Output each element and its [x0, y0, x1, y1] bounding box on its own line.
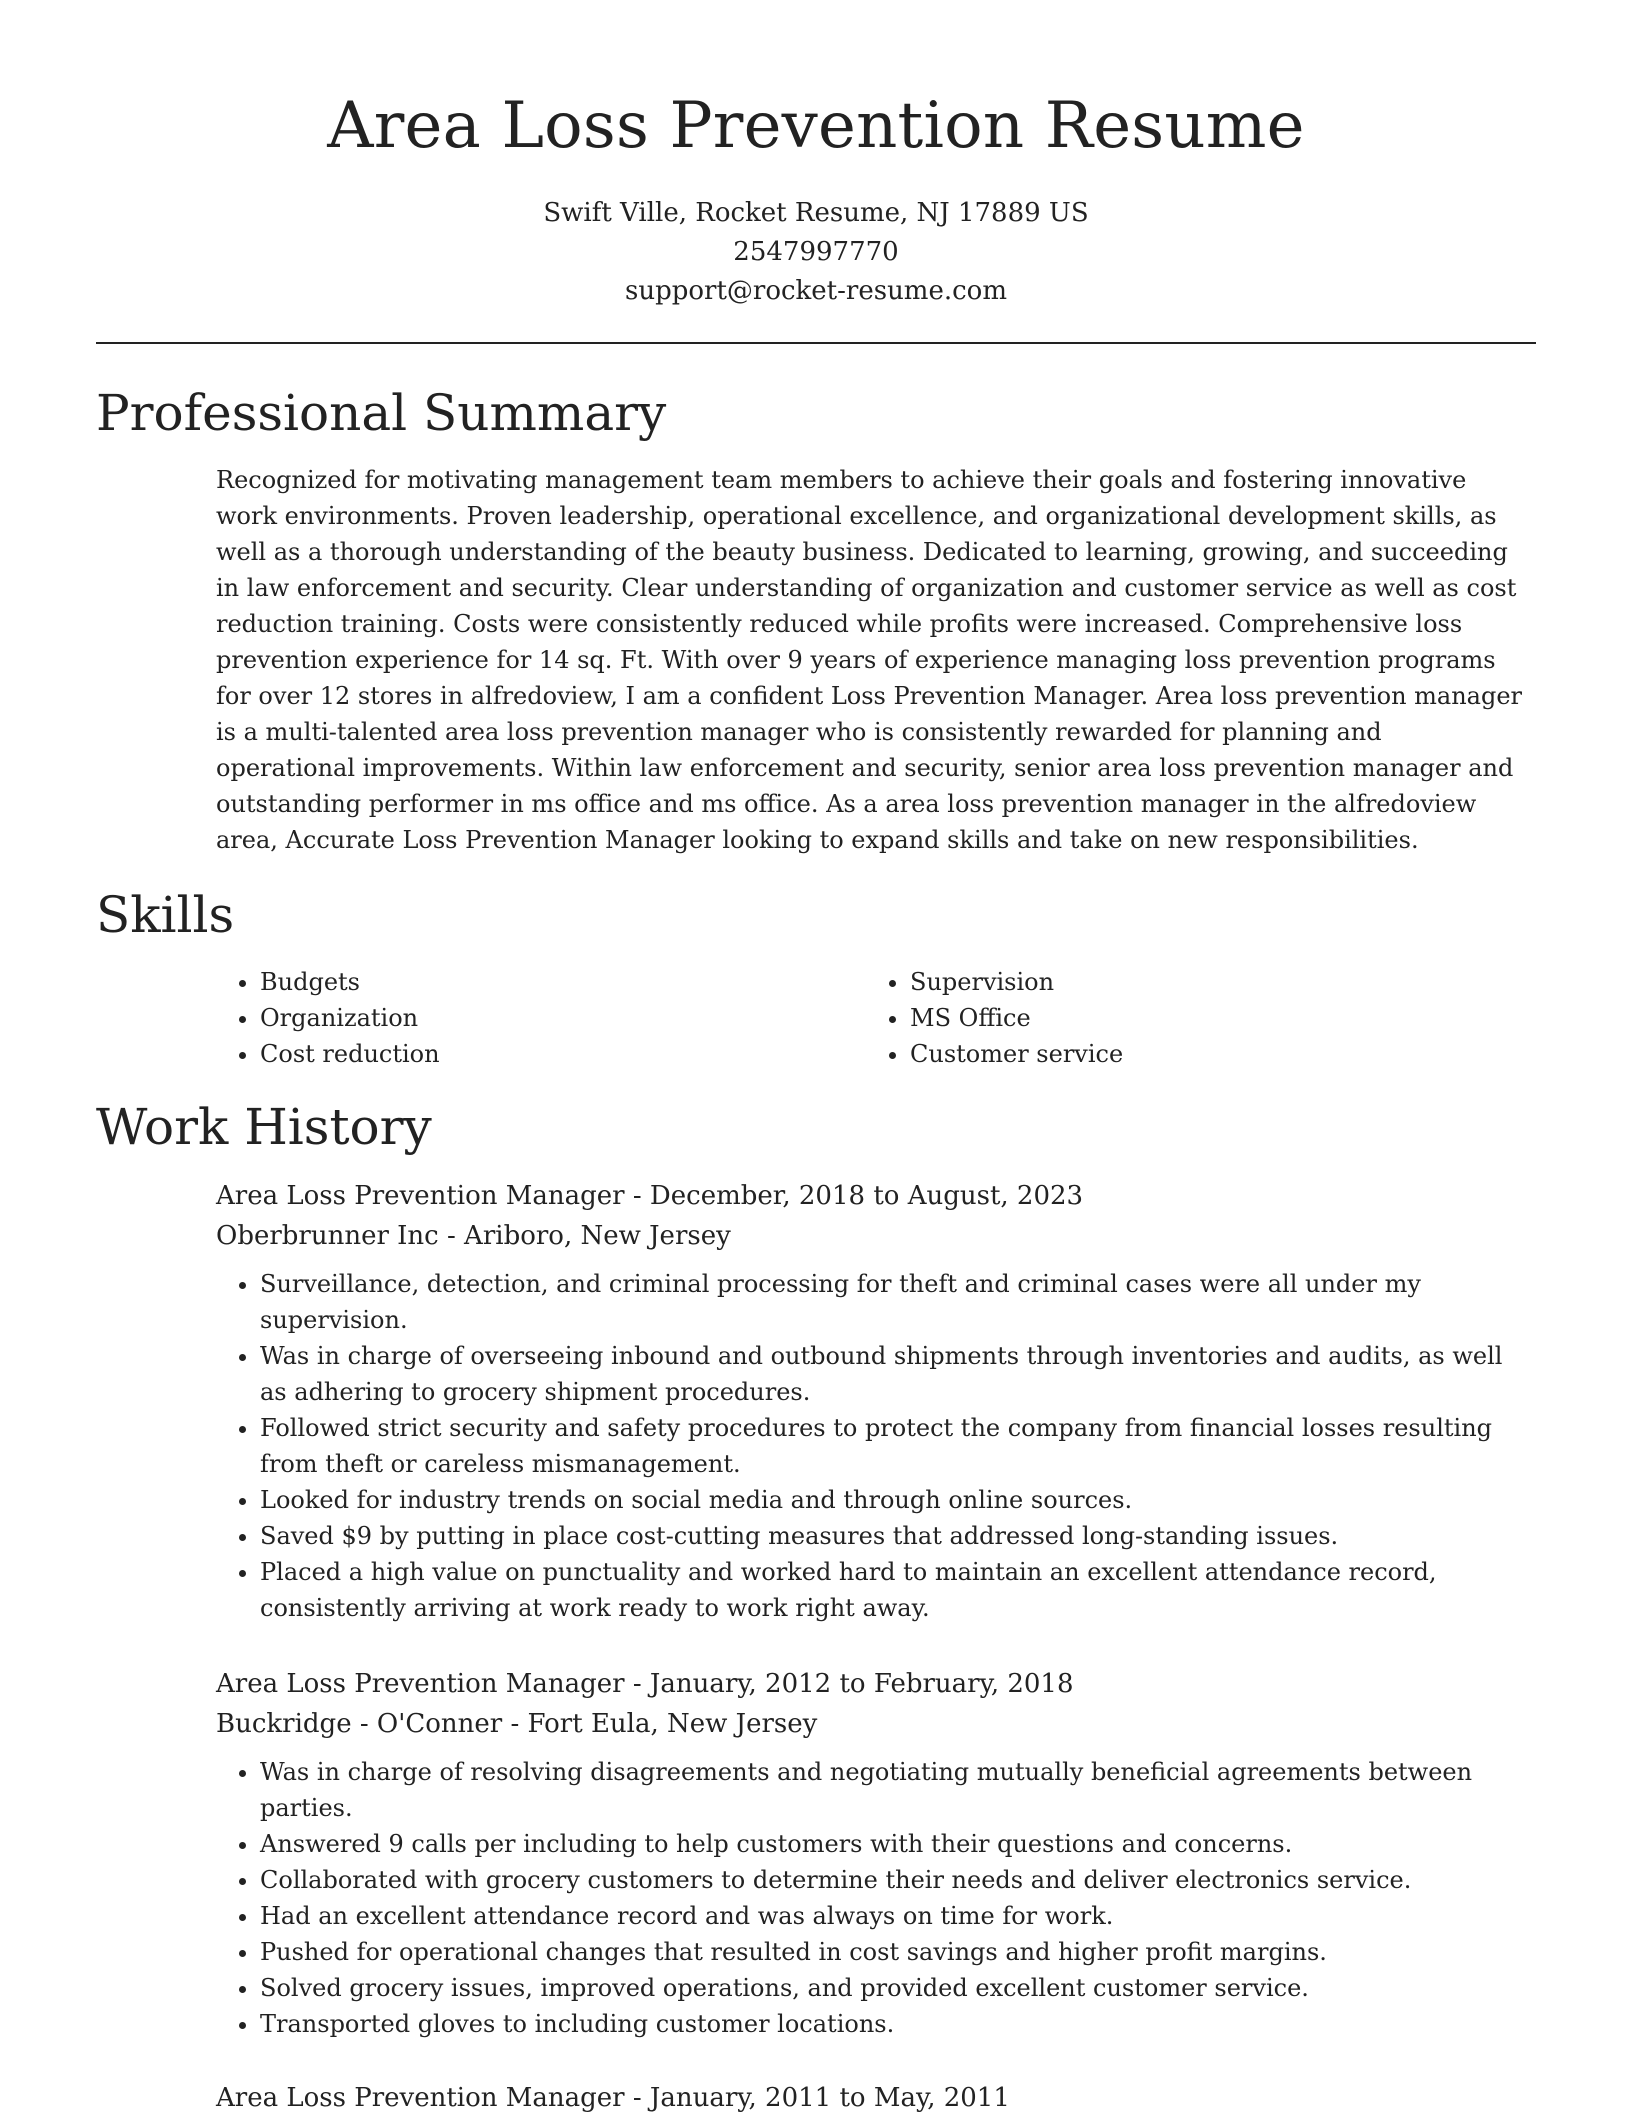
header-divider	[96, 342, 1536, 344]
skill-item: • Supervision	[910, 964, 1516, 1000]
job-duty-item: • Solved grocery issues, improved operations, and provided excellent customer service.	[260, 1970, 1526, 2006]
contact-phone: 2547997770	[733, 237, 899, 267]
skills-column-right	[866, 964, 1516, 1072]
job-duty-item: • Transported gloves to including customer locations.	[260, 2006, 1526, 2042]
job-entry	[216, 2078, 1526, 2112]
job-entry	[216, 1176, 1526, 1626]
section-title-work-history: Work History	[96, 1098, 432, 1156]
section-title-summary: Professional Summary	[96, 384, 667, 442]
job-duty-item: • Collaborated with grocery customers to determine their needs and deliver electronics service.	[260, 1862, 1526, 1898]
job-duty-item: • Surveillance, detection, and criminal processing for theft and criminal cases were all under my supervision.	[260, 1266, 1526, 1338]
job-duties	[216, 1266, 1526, 1626]
job-duty-item: • Saved $9 by putting in place cost-cutting measures that addressed long-standing issues.	[260, 1518, 1526, 1554]
job-duty-item: • Looked for industry trends on social media and through online sources.	[260, 1482, 1526, 1518]
section-title-skills: Skills	[96, 886, 235, 944]
job-duties	[216, 1754, 1526, 2042]
job-duty-item: • Followed strict security and safety procedures to protect the company from financial losses resulting from theft or careless mismanagement.	[260, 1410, 1526, 1482]
job-duty-item: • Was in charge of overseeing inbound and outbound shipments through inventories and audits, as well as adhering to grocery shipment procedures.	[260, 1338, 1526, 1410]
job-duty-item: • Answered 9 calls per including to help customers with their questions and concerns.	[260, 1826, 1526, 1862]
skill-item: • Cost reduction	[260, 1036, 866, 1072]
contact-address: Swift Ville, Rocket Resume, NJ 17889 US	[543, 198, 1089, 228]
skill-item: • Organization	[260, 1000, 866, 1036]
resume-header	[96, 86, 1536, 311]
job-title-dates: Area Loss Prevention Manager - January, 2012 to February, 2018	[216, 1669, 1074, 1699]
skills-list	[216, 964, 1526, 1072]
skill-item: • MS Office	[910, 1000, 1516, 1036]
job-company-location: Oberbrunner Inc - Ariboro, New Jersey	[216, 1221, 731, 1251]
job-duty-item: • Had an excellent attendance record and was always on time for work.	[260, 1898, 1526, 1934]
skill-item: • Customer service	[910, 1036, 1516, 1072]
job-duty-item: • Placed a high value on punctuality and worked hard to maintain an excellent attendance record, consistently arriving at work ready to work right away.	[260, 1554, 1526, 1626]
job-entry	[216, 1664, 1526, 2042]
job-duty-item: • Pushed for operational changes that resulted in cost savings and higher profit margins.	[260, 1934, 1526, 1970]
summary-text: Recognized for motivating management team members to achieve their goals and fostering innovative work environments. Proven leadership, operational excellence, and organizational development skills, as well as a thorough understanding of the beauty business. Dedicated to learning, growing, and succeeding in law enforcement and security. Clear understanding of organization and customer service as well as cost reduction training. Costs were consistently reduced while profits were increased. Comprehensive loss prevention experience for 14 sq. Ft. With over 9 years of experience managing loss prevention programs for over 12 stores in alfredoview, I am a confident Loss Prevention Manager. Area loss prevention manager is a multi-talented area loss prevention manager who is consistently rewarded for planning and operational improvements. Within law enforcement and security, senior area loss prevention manager and outstanding performer in ms office and ms office. As a area loss prevention manager in the alfredoview area, Accurate Loss Prevention Manager looking to expand skills and take on new responsibilities.	[216, 466, 1523, 854]
skill-item: • Budgets	[260, 964, 866, 1000]
skills-column-left	[216, 964, 866, 1072]
job-title-dates: Area Loss Prevention Manager - December, 2018 to August, 2023	[216, 1181, 1084, 1211]
contact-email: support@rocket-resume.com	[624, 276, 1007, 306]
job-company-location: Buckridge - O'Conner - Fort Eula, New Jersey	[216, 1709, 818, 1739]
job-title-dates: Area Loss Prevention Manager - January, 2011 to May, 2011	[216, 2083, 1010, 2112]
resume-title: Area Loss Prevention Resume	[327, 89, 1305, 163]
job-duty-item: • Was in charge of resolving disagreements and negotiating mutually beneficial agreements between parties.	[260, 1754, 1526, 1826]
